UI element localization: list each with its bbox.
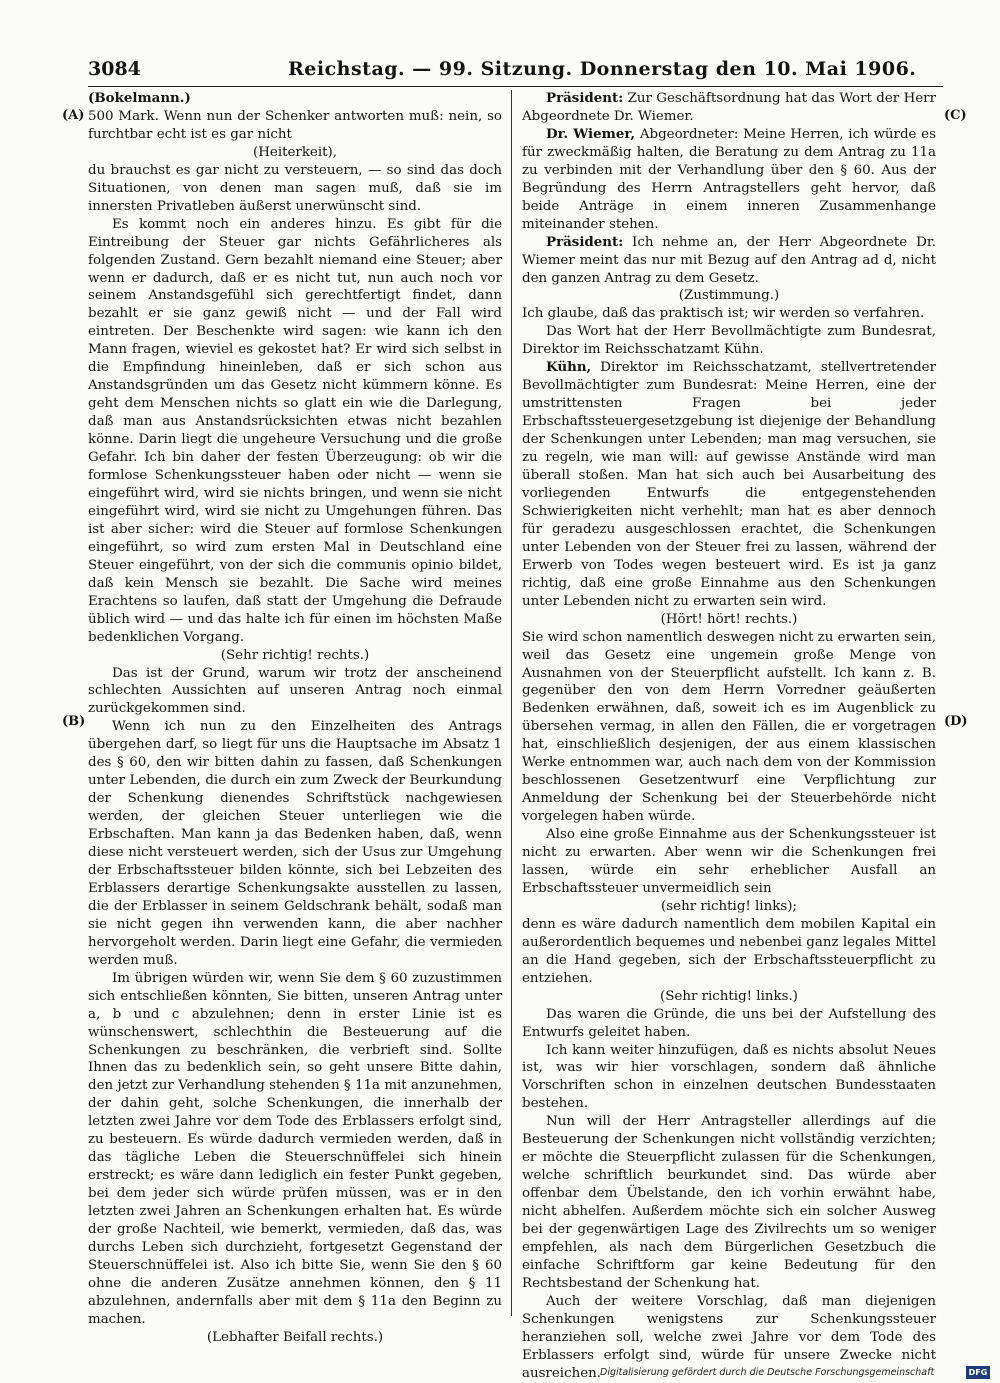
paragraph-text: (sehr richtig! links); xyxy=(661,898,797,914)
paragraph-text: Das waren die Gründe, die uns bei der Aufstellung des Entwurfs geleitet haben. xyxy=(522,1006,936,1040)
paragraph xyxy=(522,359,936,610)
paragraph-text: Sie wird schon namentlich deswegen nicht zu erwarten sein, weil das Gesetz eine ungemein große Menge von Ausnahmen von der Steuerpflicht aufstellt. Ich kann z. B. gegenüber den von dem Herrn Vorredner geäußerten Bedenken erwähnen, daß, soweit ich es im Augenblick zu übersehen vermag, in allen den Fällen, die er vorgetragen hat, einschließlich desjenigen, der aus einem klassischen Werke entnommen war, auch nach dem von der Kommission beschlossenen Gesetzentwurf eine Verpflichtung zur Anmeldung der Schenkung bei der Steuerbehörde nicht vorgelegen haben würde. xyxy=(522,629,936,825)
speaker-name: Kühn, xyxy=(546,359,592,376)
margin-marker-a: (A) xyxy=(62,108,85,123)
paragraph-text: (Sehr richtig! links.) xyxy=(660,988,798,1004)
page-header xyxy=(88,58,944,84)
interjection xyxy=(522,611,936,629)
paragraph xyxy=(522,323,936,359)
paragraph-text: Ich kann weiter hinzufügen, daß es nichts absolut Neues ist, was wir hier vorschlagen, sondern daß ähnliche Vorschriften schon in einzelnen deutschen Bundesstaaten bestehen. xyxy=(522,1042,936,1112)
paragraph-text: Das Wort hat der Herr Bevollmächtigte zum Bundesrat, Direktor im Reichsschatzamt Kühn. xyxy=(522,324,936,358)
interjection xyxy=(522,898,936,916)
paragraph xyxy=(522,90,936,126)
paragraph-text: (Hört! hört! rechts.) xyxy=(660,611,798,627)
speaker-name: Präsident: xyxy=(546,90,624,106)
paragraph-text: Nun will der Herr Antragsteller allerdings auf die Besteuerung der Schenkungen nicht vollständig verzichten; er möchte die Steuerpflicht zulassen für die Schenkungen, welche schriftlich beurkundet sind. Das würde aber offenbar dem Übelstande, den ich vorhin erwähnt habe, nicht abhelfen. Außerdem möchte sich ein solcher Ausweg bei der gegenwärtigen Lage des Zivilrechts um so weniger empfehlen, als nach dem Bürgerlichen Gesetzbuch die einfache Schriftform gar keine Bedeutung für den Rechtsbestand der Schenkung hat. xyxy=(522,1114,936,1291)
page-number: 3084 xyxy=(88,58,141,80)
paragraph xyxy=(522,1006,936,1042)
interjection xyxy=(522,988,936,1006)
column-divider xyxy=(511,90,512,1316)
paragraph xyxy=(88,108,502,144)
running-title: Reichstag. — 99. Sitzung. Donnerstag den 10. Mai 1906. xyxy=(288,58,917,80)
margin-marker-b: (B) xyxy=(62,714,86,729)
interjection xyxy=(88,647,502,665)
footer-credit: Digitalisierung gefördert durch die Deutsche Forschungsgemeinschaft xyxy=(600,1367,935,1378)
paragraph xyxy=(88,970,502,1329)
paragraph-text: Das ist der Grund, warum wir trotz der anscheinend schlechten Aussichten auf unseren Antrag noch einmal zurückgekommen sind. xyxy=(88,665,502,717)
paragraph-text: du brauchst es gar nicht zu versteuern, — so sind das doch Situationen, von denen man sagen muß, daß sie im innersten Privatleben äußerst unerwünscht sind. xyxy=(88,162,502,214)
paragraph xyxy=(88,216,502,647)
interjection xyxy=(522,287,936,305)
paragraph-text: Also eine große Einnahme aus der Schenkungssteuer ist nicht zu erwarten. Aber wenn wir die Schenkungen frei lassen, würde ein sehr erheblicher Ausfall an Erbschaftssteuer unvermeidlich sein xyxy=(522,827,936,896)
right-column xyxy=(522,90,936,1383)
paragraph xyxy=(522,826,936,898)
speaker-name: Präsident: xyxy=(546,233,624,250)
speaker-name: Dr. Wiemer, xyxy=(546,125,636,142)
paragraph-text: (Lebhafter Beifall rechts.) xyxy=(206,1329,384,1345)
paragraph-text: (Bokelmann.) xyxy=(88,90,191,106)
paragraph xyxy=(522,126,936,234)
header-rule xyxy=(88,86,943,87)
paragraph-text: denn es wäre dadurch namentlich dem mobilen Kapital ein außerordentlich bequemes und nebenbei ganz legales Mittel an die Hand gegeben, sich der Erbschaftssteuerpflicht zu entziehen. xyxy=(522,916,936,986)
paragraph-text: Wenn ich nun zu den Einzelheiten des Antrags übergehen darf, so liegt für uns die Hauptsache im Absatz 1 des § 60, den wir bitten dahin zu fassen, daß Schenkungen unter Lebenden, die durch ein zum Zweck der Beurkundung der Schenkung dienendes Schriftstück nachgewiesen werden, der gleichen Steuer unterliegen wie die Erbschaften. Man kann ja das Bedenken haben, daß, wenn diese nicht versteuert werden, sich der Usus zur Umgehung der Erbschaftssteuer bilden könnte, sich bei Lebzeiten des Erblassers derartige Schenkungsakte ausstellen zu lassen, die der Erblasser in seinem Geldschrank behält, sodaß man sie nicht gegen ihn verwenden kann, die aber nachher hervorgeholt werden. Darin liegt eine Gefahr, die vermieden werden muß. xyxy=(88,719,502,968)
paragraph xyxy=(522,234,936,288)
paragraph-text: (Heiterkeit), xyxy=(253,144,337,160)
margin-marker-c: (C) xyxy=(944,108,967,123)
interjection xyxy=(88,144,502,162)
dfg-logo: DFG xyxy=(966,1366,990,1379)
paragraph-text: Im übrigen würden wir, wenn Sie dem § 60 zuzustimmen sich entschließen könnten, Sie bitten, unseren Antrag unter a, b und c abzulehnen; denn in erster Linie ist es wünschenswert, schlechthin die Besteuerung auf die Schenkungen zu beschränken, die verbrieft sind. Sollte Ihnen das zu bedenklich sein, so geht unsere Bitte dahin, den jetzt zur Verhandlung stehenden § 11a mit anzunehmen, der dahin geht, solche Schenkungen, die innerhalb der letzten zwei Jahre vor dem Tode des Erblassers erfolgt sind, zu besteuern. Es würde dadurch vermieden werden, daß in das tägliche Leben die Steuerschnüffelei sich hinein erstreckt; es wäre dann lediglich ein fester Punkt gegeben, bei dem jeder sich würde prüfen müssen, was er in den letzten zwei Jahren an Schenkungen erhalten hat. Es würde der große Nachteil, wie bemerkt, vermieden, daß das, was durchs Leben sich durchzieht, fortgesetzt Gegenstand der Steuerschnüffelei ist. Also ich bitte Sie, wenn Sie den § 60 ohne die anderen Zusätze annehmen können, den § 11 abzulehnen, andernfalls aber mit dem § 11a den Beginn zu machen. xyxy=(88,970,502,1327)
paragraph xyxy=(522,305,936,323)
paragraph-text: (Zustimmung.) xyxy=(678,288,780,304)
paragraph-text: Ich nehme an, der Herr Abgeordnete Dr. Wiemer meint das nur mit Bezug auf den Antrag ad d, nicht den ganzen Antrag zu dem Gesetz. xyxy=(522,234,936,286)
speaker-name xyxy=(88,90,502,108)
paragraph-text: Es kommt noch ein anderes hinzu. Es gibt für die Eintreibung der Steuer gar nichts Gefährlicheres als folgenden Zustand. Gern bezahlt niemand eine Steuer; aber wenn er dadurch, daß er es nicht tut, nun auch noch vor seinem Anstandsgefühl sich gerechtfertigt findet, dann bezahlt er sie ganz gewiß nicht — und der Fall wird eintreten. Der Beschenkte wird sagen: wie kann ich den Mann fragen, wieviel es gekostet hat? Er wird sich selbst in die Empfindung hineinleben, daß er sich schon aus Anstandsgründen um das Gesetz nicht kümmern könne. Es geht dem Menschen nichts so glatt ein wie die Darlegung, daß man aus Anstandsrücksichten etwas nicht bezahlen könne. Darin liegt die ungeheure Versuchung und die große Gefahr. Ich bin daher der festen Überzeugung: ob wir die formlose Schenkungssteuer haben oder nicht — wenn sie eingeführt wird, wird sie nichts bringen, und wenn sie nicht eingeführt wird, wird sie nicht zu Umgehungen führen. Das ist aber sicher: wird die Steuer auf formlose Schenkungen eingeführt, so wird zum ersten Mal in Deutschland eine Steuer eingeführt, von der sich die communis opinio bildet, daß kein Mensch sie bezahlt. Die Sache wird meines Erachtens so laufen, daß statt der Umgehung die Defraude üblich wird — und das halte ich für einen im höchsten Maße bedenklichen Vorgang. xyxy=(88,216,502,645)
paragraph xyxy=(88,162,502,216)
paragraph xyxy=(522,1042,936,1114)
paragraph xyxy=(522,916,936,988)
paragraph xyxy=(522,629,936,826)
paragraph-text: Direktor im Reichsschatzamt, stellvertretender Bevollmächtigter zum Bundesrat: Meine Herren, eine der umstrittensten Fragen bei jeder Erbschaftssteuergesetzgebung ist diejenige der Behandlung der Schenkungen unter Lebenden; man mag versuchen, sie zu regeln, wie man will: auf gewisse Anstände wird man überall stoßen. Man hat sich auch bei Ausarbeitung des vorliegenden Entwurfs die entgegenstehenden Schwierigkeiten nicht verhehlt; man hat es aber dennoch für geradezu ausgeschlossen erachtet, die Schenkungen unter Lebenden von der Steuer frei zu lassen, während der Erwerb von Todes wegen besteuert wird. Es ist ja ganz richtig, daß eine große Einnahme aus den Schenkungen unter Lebenden nicht zu erwarten sein wird. xyxy=(522,360,936,609)
paragraph-text: Ich glaube, daß das praktisch ist; wir werden so verfahren. xyxy=(522,306,925,322)
paragraph-text: Abgeordneter: Meine Herren, ich würde es für zweckmäßig halten, die Beratung zu dem Antrag zu 11a zu verbinden mit der Verhandlung über den § 60. Aus der Begründung des Herrn Antragstellers geht hervor, daß beide Anträge in einem inneren Zusammenhange miteinander stehen. xyxy=(522,126,936,232)
paragraph-text: Auch der weitere Vorschlag, daß man diejenigen Schenkungen wenigstens zur Schenkungssteuer heranziehen soll, welche zwei Jahre vor dem Tode des Erblassers erfolgt sind, würde für unsere Zwecke nicht ausreichen. xyxy=(522,1293,936,1381)
paragraph xyxy=(522,1113,936,1293)
paragraph xyxy=(88,665,502,719)
paragraph xyxy=(88,718,502,969)
paragraph-text: (Sehr richtig! rechts.) xyxy=(220,647,370,663)
margin-marker-d: (D) xyxy=(944,714,968,729)
paragraph-text: Zur Geschäftsordnung hat das Wort der Herr Abgeordnete Dr. Wiemer. xyxy=(522,91,936,124)
left-column xyxy=(88,90,502,1347)
paragraph-text: 500 Mark. Wenn nun der Schenker antworten muß: nein, so furchtbar echt ist es gar nicht xyxy=(88,108,502,142)
interjection xyxy=(88,1329,502,1347)
